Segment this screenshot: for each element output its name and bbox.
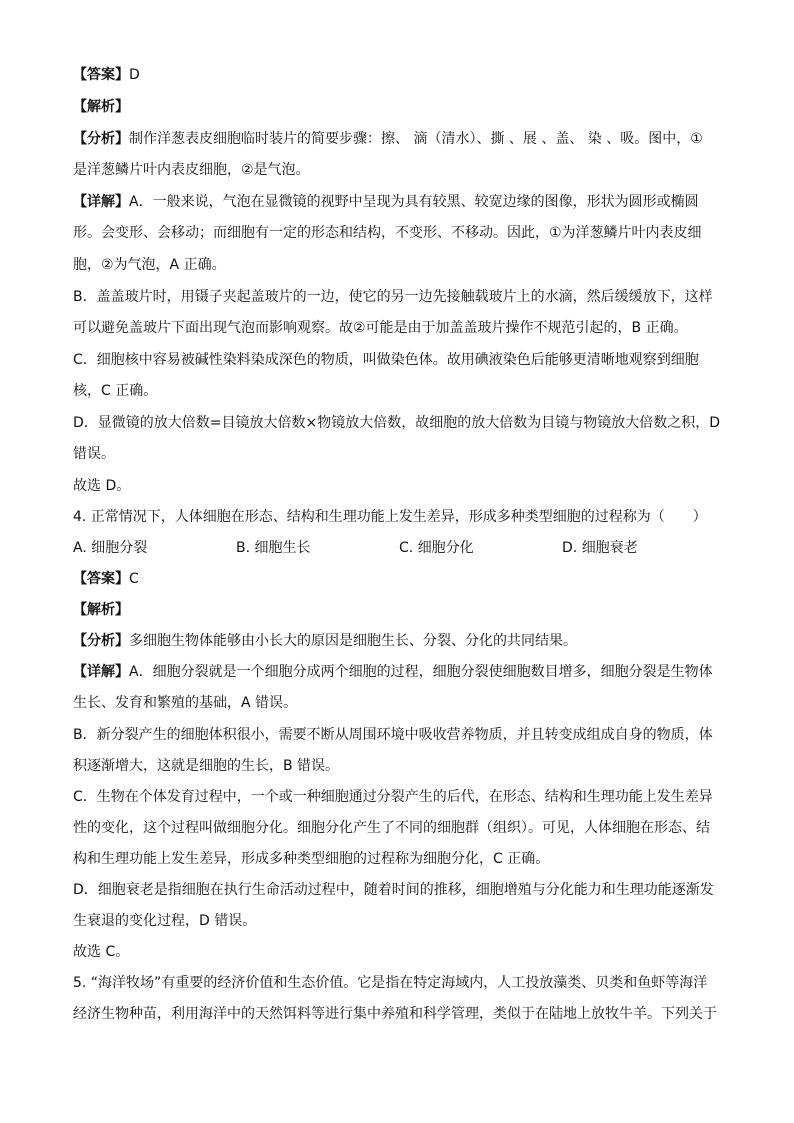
q3-fenxi-line-1 <box>73 129 723 149</box>
answer-tag: 【答案】 <box>73 571 129 587</box>
q3-detail-a-line-3: 胞，②为气泡，A 正确。 <box>73 257 226 273</box>
fenxi-text: 制作洋葱表皮细胞临时装片的简要步骤：擦、 滴（清水）、撕 、展 、盖、 染 、吸。图中，① <box>129 131 703 147</box>
q3-detail-c-line-2: 核，C 正确。 <box>73 383 158 399</box>
q3-answer-line <box>73 65 723 85</box>
q4-fenxi-line-1 <box>73 631 723 651</box>
answer-value: D <box>129 67 140 83</box>
q3-detail-a-line-2: 形。会变形、会移动；而细胞有一定的形态和结构，不变形、不移动。因此，①为洋葱鳞片叶内表皮细 <box>73 225 702 241</box>
analysis-label: 解析 <box>87 602 115 618</box>
detail-tag: 【详解】 <box>73 664 129 680</box>
q3-detail-a-line-1 <box>73 192 723 212</box>
q4-option-d: D. 细胞衰老 <box>562 540 638 556</box>
q3-analysis-heading: 【解析】 <box>73 99 129 115</box>
q4-choose-line: 故选 C。 <box>73 944 130 960</box>
answer-value: C <box>129 571 139 587</box>
fenxi-tag: 【分析】 <box>73 131 129 147</box>
q3-detail-b-line-2: 可以避免盖玻片下面出现气泡而影响观察。故②可能是由于加盖盖玻片操作不规范引起的，B 正确。 <box>73 320 688 336</box>
q4-option-a: A. 细胞分裂 <box>73 540 148 556</box>
q4-answer-line <box>73 569 723 589</box>
fenxi-tag: 【分析】 <box>73 633 129 649</box>
q3-detail-d-line-1: D．显微镜的放大倍数=目镜放大倍数×物镜放大倍数，故细胞的放大倍数为目镜与物镜放大倍数之积，D <box>73 415 721 431</box>
q4-detail-c-line-1: C．生物在个体发育过程中，一个或一种细胞通过分裂产生的后代，在形态、结构和生理功能上发生差异 <box>73 789 713 805</box>
detail-text: A．细胞分裂就是一个细胞分成两个细胞的过程，细胞分裂使细胞数目增多，细胞分裂是生物体 <box>129 664 713 680</box>
q4-detail-c-line-2: 性的变化，这个过程叫做细胞分化。细胞分化产生了不同的细胞群（组织）。可见，人体细胞在形态、结 <box>73 820 710 836</box>
q4-detail-a-line-1 <box>73 662 723 682</box>
q4-detail-a-line-2: 生长、发育和繁殖的基础，A 错误。 <box>73 695 298 711</box>
q5-stem-line-1: 5. “海洋牧场”有重要的经济价值和生态价值。它是指在特定海域内，人工投放藻类、贝类和鱼虾等海洋 <box>73 975 708 991</box>
fenxi-text: 多细胞生物体能够由小长大的原因是细胞生长、分裂、分化的共同结果。 <box>129 633 577 649</box>
detail-text: A．一般来说，气泡在显微镜的视野中呈现为具有较黑、较宽边缘的图像，形状为圆形或椭圆 <box>129 194 699 210</box>
answer-tag: 【答案】 <box>73 67 129 83</box>
q4-stem: 4. 正常情况下，人体细胞在形态、结构和生理功能上发生差异，形成多种类型细胞的过程称为（ ） <box>73 509 707 525</box>
q4-option-b: B. 细胞生长 <box>236 540 311 556</box>
q4-detail-c-line-3: 构和生理功能上发生差异，形成多种类型细胞的过程称为细胞分化，C 正确。 <box>73 851 550 867</box>
detail-tag: 【详解】 <box>73 194 129 210</box>
q3-choose-line: 故选 D。 <box>73 478 131 494</box>
q4-detail-b-line-2: 积逐渐增大，这就是细胞的生长，B 错误。 <box>73 758 340 774</box>
q4-detail-d-line-1: D．细胞衰老是指细胞在执行生命活动过程中，随着时间的推移，细胞增殖与分化能力和生理功能逐渐发 <box>73 882 714 898</box>
q3-detail-d-line-2: 错误。 <box>73 446 115 462</box>
q3-fenxi-line-2: 是洋葱鳞片叶内表皮细胞，②是气泡。 <box>73 162 310 178</box>
q3-detail-c-line-1: C．细胞核中容易被碱性染料染成深色的物质，叫做染色体。故用碘液染色后能够更清晰地观察到细胞 <box>73 352 699 368</box>
q4-detail-d-line-2: 生衰退的变化过程，D 错误。 <box>73 913 257 929</box>
q3-detail-b-line-1: B．盖盖玻片时，用镊子夹起盖玻片的一边，使它的另一边先接触载玻片上的水滴，然后缓缓放下，这样 <box>73 289 713 305</box>
q4-option-c: C. 细胞分化 <box>399 540 474 556</box>
q4-analysis-heading: 【解析】 <box>73 602 129 618</box>
analysis-label: 解析 <box>87 99 115 115</box>
q5-stem-line-2: 经济生物种苗，利用海洋中的天然饵料等进行集中养殖和科学管理，类似于在陆地上放牧牛羊。下列关于 <box>73 1006 717 1022</box>
q4-detail-b-line-1: B．新分裂产生的细胞体积很小，需要不断从周围环境中吸收营养物质，并且转变成组成自身的物质，体 <box>73 727 713 743</box>
